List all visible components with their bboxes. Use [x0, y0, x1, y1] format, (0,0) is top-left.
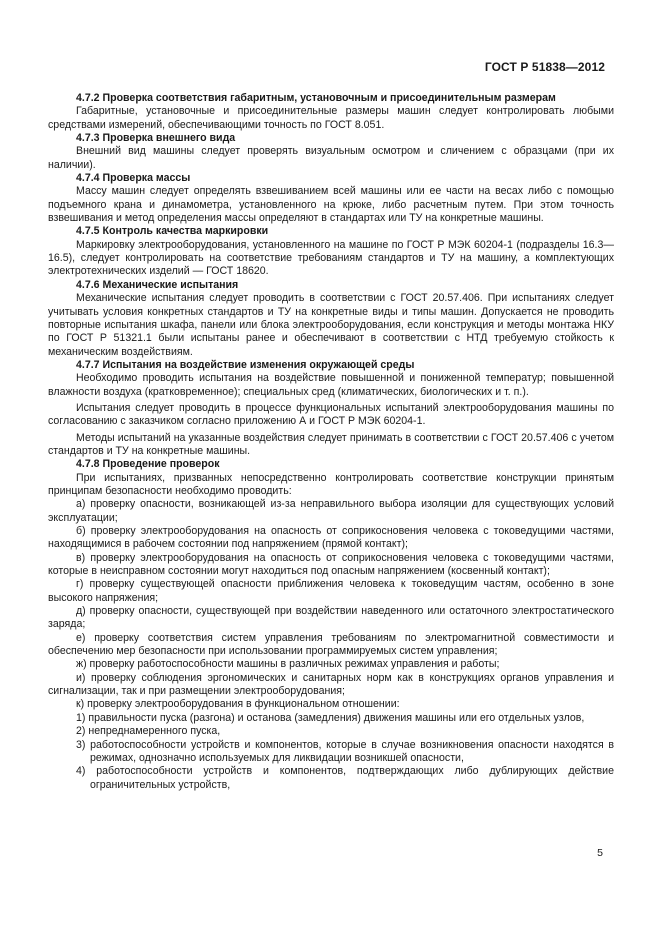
section-heading: 4.7.5 Контроль качества маркировки [76, 225, 269, 238]
list-item: к) проверку электрооборудования в функциональном отношении: [76, 698, 400, 711]
section-heading: 4.7.2 Проверка соответствия габаритным, установочным и присоединительным размерам [76, 92, 556, 104]
paragraph: Маркировку электрооборудования, установленного на машине по ГОСТ Р МЭК 60204-1 (подразделы 16.3—16.5), следует контролировать на соответствие требованиям стандартов и ТУ на машину, а комплектующих электротехнических изделий — ГОСТ 18620. [48, 238, 614, 278]
paragraph: Необходимо проводить испытания на воздействие повышенной и пониженной температур; повышенной влажности воздуха (кратковременное); специальных сред (климатических, биологических и т. п.). [48, 372, 614, 398]
list-item: а) проверку опасности, возникающей из-за неправильного выбора изоляции для существующих условий эксплуатации; [48, 498, 614, 524]
section-heading: 4.7.3 Проверка внешнего вида [76, 132, 236, 145]
section-heading: 4.7.7 Испытания на воздействие изменения окружающей среды [76, 358, 415, 371]
list-item: б) проверку электрооборудования на опасность от соприкосновения человека с токоведущими частями, находящимися в рабочем состоянии под напряжением (прямой контакт); [48, 525, 614, 551]
paragraph: Испытания следует проводить в процессе функциональных испытаний электрооборудования машины по согласованию с заказчиком согласно приложению А и ГОСТ Р МЭК 60204-1. [48, 401, 614, 428]
list-item: г) проверку существующей опасности приближения человека к токоведущим частям, особенно в зоне высокого напряжения; [48, 578, 614, 604]
list-item: и) проверку соблюдения эргономических и санитарных норм как в конструкциях органов управления и сигнализации, так и при размещении электрооборудования; [48, 671, 614, 698]
list-item: ж) проверку работоспособности машины в различных режимах управления и работы; [76, 658, 500, 671]
numbered-subitem: 1) правильности пуска (разгона) и останова (замедления) движения машины или его отдельных узлов, [76, 711, 585, 724]
list-item: в) проверку электрооборудования на опасность от соприкосновения человека с токоведущими частями, которые в неисправном состоянии могут находиться под опасным напряжением (косвенный контакт); [48, 551, 614, 578]
numbered-subitem: 2) непреднамеренного пуска, [76, 725, 221, 738]
section-heading: 4.7.8 Проведение проверок [76, 458, 220, 471]
paragraph: При испытаниях, призванных непосредственно контролировать соответствие конструкции принятым принципам безопасности необходимо проводить: [48, 471, 614, 497]
numbered-subitem: 3) работоспособности устройств и компонентов, которые в случае возникновения опасности находятся в режимах, однозначно используемых для ликвидации возникшей опасности, [76, 738, 614, 764]
numbered-subitem: 4) работоспособности устройств и компонентов, подтверждающих либо дублирующих действие ограничительных устройств, [76, 765, 614, 791]
list-item: д) проверку опасности, существующей при воздействии наведенного или остаточного электростатического заряда; [48, 605, 614, 631]
section-heading: 4.7.4 Проверка массы [76, 172, 191, 185]
standard-code-header: ГОСТ Р 51838—2012 [484, 60, 605, 74]
paragraph: Габаритные, установочные и присоединительные размеры машин следует контролировать любыми средствами измерений, обеспечивающими точность по ГОСТ 8.051. [48, 105, 614, 131]
document-body [48, 92, 614, 792]
page-number: 5 [597, 847, 603, 859]
paragraph: Внешний вид машины следует проверять визуальным осмотром и сличением с образцами (при их наличии). [48, 145, 614, 171]
list-item: е) проверку соответствия систем управления требованиям по электромагнитной совместимости и обеспечению мер безопасности при использовании программируемых систем управления; [48, 631, 614, 658]
paragraph: Массу машин следует определять взвешиванием всей машины или ее части на весах либо с помощью подъемного крана и динамометра, установленного на крюке, либо расчетным путем. При этом точность взвешивания и метод определения массы определяют в стандартах или ТУ на конкретные машины. [48, 185, 614, 225]
paragraph: Методы испытаний на указанные воздействия следует принимать в соответствии с ГОСТ 20.57.406 с учетом стандартов и ТУ на конкретные машины. [48, 431, 614, 457]
paragraph: Механические испытания следует проводить в соответствии с ГОСТ 20.57.406. При испытаниях следует учитывать условия конкретных стандартов и ТУ на конкретные виды и типы машин. Допускается не проводить повторные испытания шкафа, панели или блока электрооборудования, если конструкция и методы монтажа НКУ по ГОСТ Р 51321.1 были испытаны ранее и обеспечивают в соответствии с НТД требуемую стойкость к механическим воздействиям. [48, 292, 614, 358]
section-heading: 4.7.6 Механические испытания [76, 278, 239, 291]
